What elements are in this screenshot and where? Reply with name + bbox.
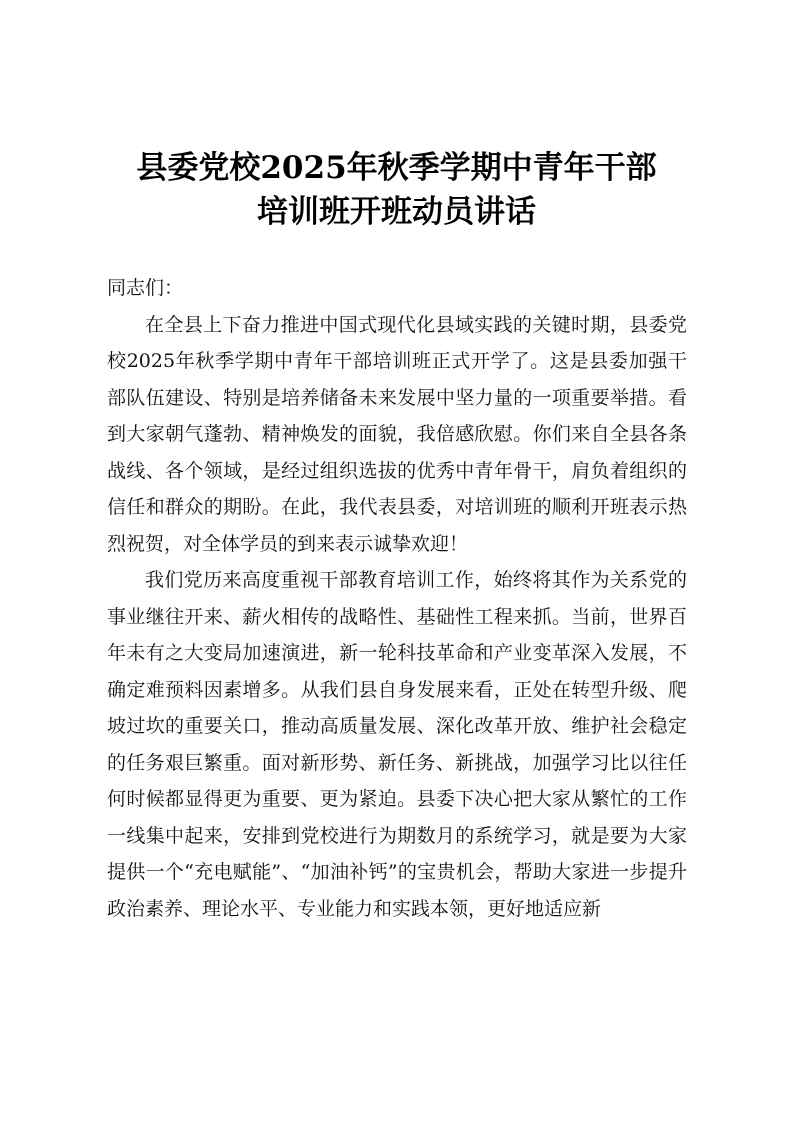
document-title-line-2: 培训班开班动员讲话 xyxy=(257,194,536,230)
salutation: 同志们： xyxy=(107,277,184,299)
paragraph-1: 在全县上下奋力推进中国式现代化县域实践的关键时期，县委党校2025年秋季学期中青年干部培训班正式开学了。这是县委加强干部队伍建设、特别是培养储备未来发展中坚力量的一项重要举措。看到大家朝气蓬勃、精神焕发的面貌，我倍感欣慰。你们来自全县各条战线、各个领域，是经过组织选拔的优秀中青年骨干，肩负着组织的信任和群众的期盼。在此，我代表县委，对培训班的顺利开班表示热烈祝贺，对全体学员的到来表示诚挚欢迎！ xyxy=(107,313,687,555)
paragraph-2: 我们党历来高度重视干部教育培训工作，始终将其作为关系党的事业继往开来、薪火相传的战略性、基础性工程来抓。当前，世界百年未有之大变局加速演进，新一轮科技革命和产业变革深入发展，不确定难预料因素增多。从我们县自身发展来看，正处在转型升级、爬坡过坎的重要关口，推动高质量发展、深化改革开放、维护社会稳定的任务艰巨繁重。面对新形势、新任务、新挑战，加强学习比以往任何时候都显得更为重要、更为紧迫。县委下决心把大家从繁忙的工作一线集中起来，安排到党校进行为期数月的系统学习，就是要为大家提供一个“充电赋能”、“加油补钙”的宝贵机会，帮助大家进一步提升政治素养、理论水平、专业能力和实践本领，更好地适应新 xyxy=(107,569,687,920)
document-body xyxy=(107,270,687,927)
document-title-line-1: 县委党校2025年秋季学期中青年干部 xyxy=(136,150,657,186)
